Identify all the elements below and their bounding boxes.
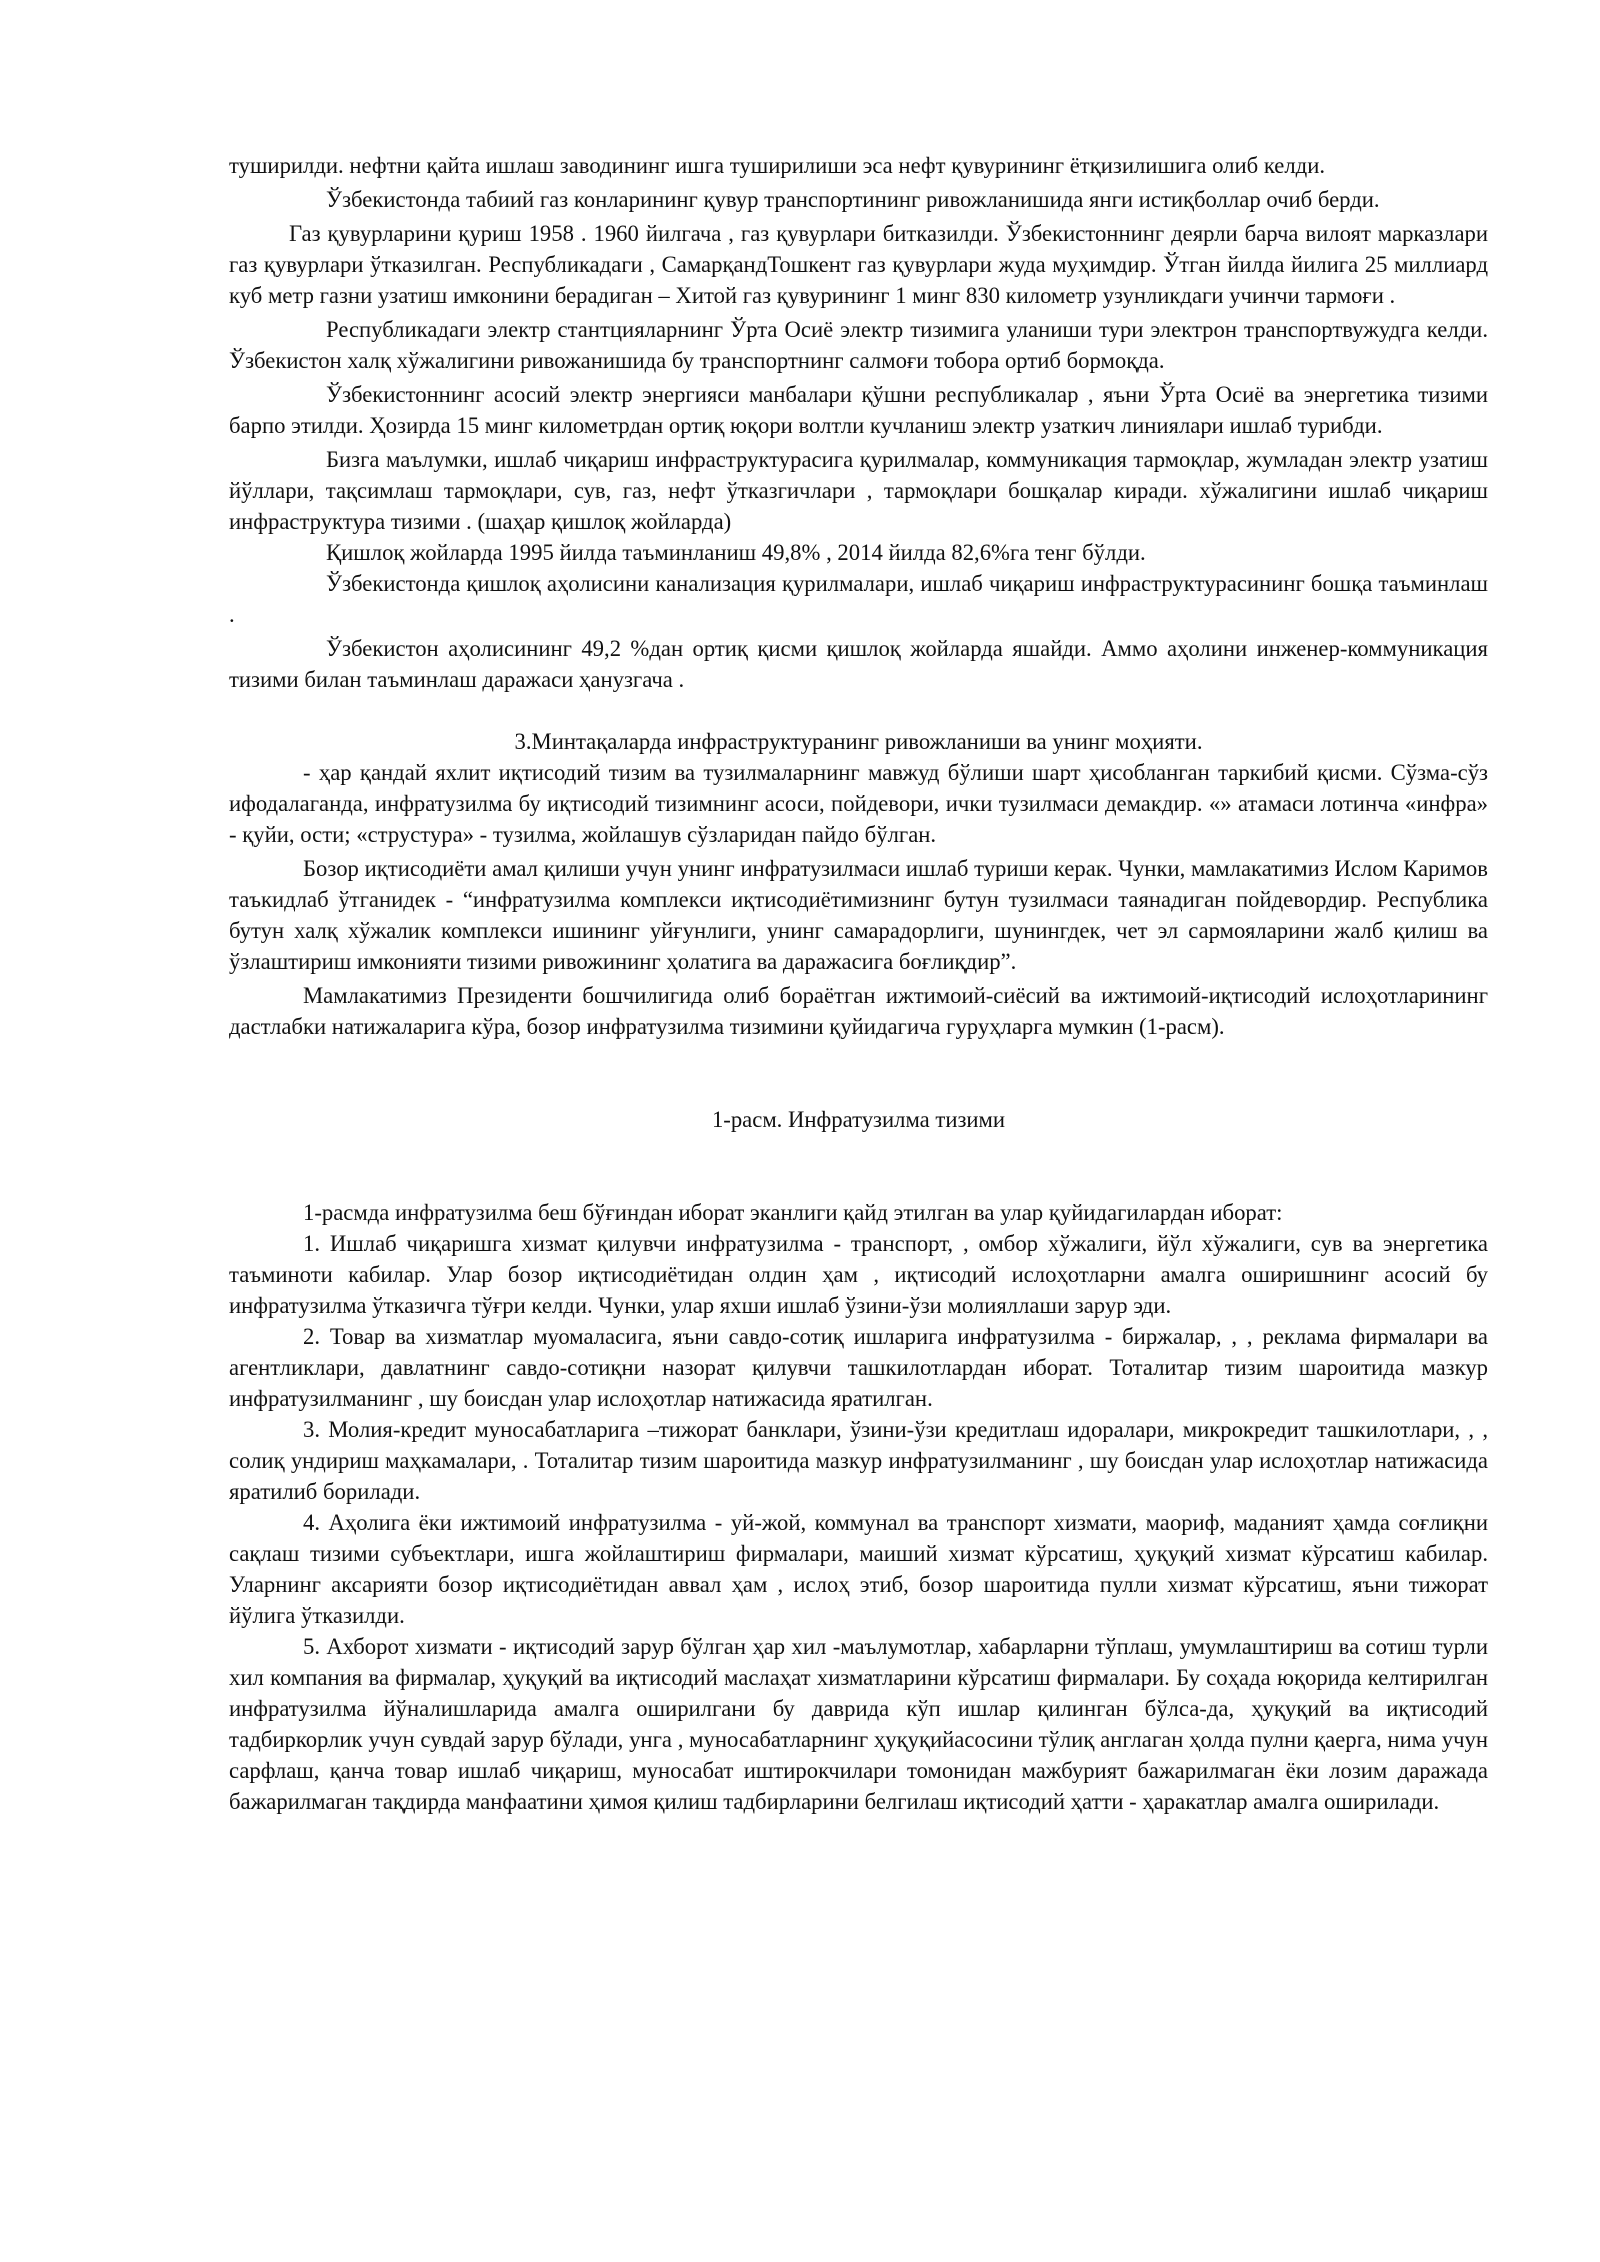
paragraph-8: Ўзбекистонда қишлоқ аҳолисини канализация қурилмалари, ишлаб чиқариш инфраструктурасининг бошқа таъминлаш .: [229, 571, 1488, 627]
section-heading: 3.Минтақаларда инфраструктуранинг ривожланиши ва унинг моҳияти.: [514, 729, 1203, 754]
list-item-1: 1. Ишлаб чиқаришга хизмат қилувчи инфратузилма - транспорт, , омбор хўжалиги, йўл хўжалиги, сув ва энергетика таъминоти кабилар. Улар бозор иқтисодиётидан олдин ҳам , иқтисодий ислоҳотларни амалга оширишнинг асосий бу инфратузилма ўтказичга тўғри келди. Чунки, улар яхши ишлаб ўзини-ўзи молияллаши зарур эди.: [229, 1231, 1488, 1318]
list-item-4: 4. Аҳолига ёки ижтимоий инфратузилма - уй-жой, коммунал ва транспорт хизмати, маориф, маданият ҳамда соғлиқни сақлаш тизими субъектлари, ишга жойлаштириш фирмалари, маиший хизмат кўрсатиш, ҳуқуқий хизмат кўрсатиш кабилар. Уларнинг аксарияти бозор иқтисодиётидан аввал ҳам , ислоҳ этиб, бозор шароитида пулли хизмат кўрсатиш, яъни тижорат йўлига ўтказилди.: [229, 1510, 1488, 1628]
figure-caption: 1-расм. Инфратузилма тизими: [711, 1107, 1006, 1132]
list-item-2: 2. Товар ва хизматлар муомаласига, яъни савдо-сотиқ ишларига инфратузилма - биржалар, , , реклама фирмалари ва агентликлари, давлатнинг савдо-сотиқни назорат қилувчи ташкилотлардан иборат. Тоталитар тизим шароитида мазкур инфратузилманинг , шу боисдан улар ислоҳотлар натижасида яратилган.: [229, 1324, 1488, 1411]
paragraph-4: Республикадаги электр стантцияларнинг Ўрта Осиё электр тизимига уланиши тури электрон транспортвужудга келди. Ўзбекистон халқ хўжалигини ривожанишида бу транспортнинг салмоғи тобора ортиб бормоқда.: [229, 317, 1488, 373]
paragraph-11: Бозор иқтисодиёти амал қилиши учун унинг инфратузилмаси ишлаб туриши керак. Чунки, мамлакатимиз Ислом Каримов таъкидлаб ўтганидек - “инфратузилма комплекси иқтисодиётимизнинг бутун тузилмаси таянадиган пойдевордир. Республика бутун халқ хўжалик комплекси ишининг уйғунлиги, унинг самарадорлиги, шунингдек, чет эл сармояларини жалб қилиш ва ўзлаштириш имконияти тизими ривожининг ҳолатига ва даражасига боғлиқдир”.: [229, 856, 1488, 974]
list-item-5: 5. Ахборот хизмати - иқтисодий зарур бўлган ҳар хил -маълумотлар, хабарларни тўплаш, умумлаштириш ва сотиш турли хил компания ва фирмалар, ҳуқуқий ва иқтисодий маслаҳат хизматларини кўрсатиш фирмалари. Бу соҳада юқорида келтирилган инфратузилма йўналишларида амалга оширилгани бу даврида кўп ишлар қилинган бўлса-да, ҳуқуқий ва иқтисодий тадбиркорлик учун сувдай зарур бўлади, унга , муносабатларнинг ҳуқуқийасосини тўлиқ англаган ҳолда пулни қаерга, нима учун сарфлаш, қанча товар ишлаб чиқариш, муносабат иштирокчилари томонидан мажбурият бажарилмаган ёки лозим даражада бажарилмаган тақдирда манфаатини ҳимоя қилиш тадбирларини белгилаш иқтисодий ҳатти - ҳаракатлар амалга оширилади.: [229, 1634, 1488, 1814]
paragraph-5: Ўзбекистоннинг асосий электр энергияси манбалари қўшни республикалар , яъни Ўрта Осиё ва энергетика тизими барпо этилди. Ҳозирда 15 минг километрдан ортиқ юқори волтли кучланиш электр узаткич линиялари ишлаб турибди.: [229, 382, 1488, 438]
paragraph-12: Мамлакатимиз Президенти бошчилигида олиб бораётган ижтимоий-сиёсий ва ижтимоий-иқтисодий ислоҳотларининг дастлабки натижаларига кўра, бозор инфратузилма тизимини қуйидагича гуруҳларга мумкин (1-расм).: [229, 983, 1488, 1039]
paragraph-1: туширилди. нефтни қайта ишлаш заводининг ишга туширилиши эса нефт қувурининг ётқизилишига олиб келди.: [229, 153, 1326, 178]
paragraph-10: - ҳар қандай яхлит иқтисодий тизим ва тузилмаларнинг мавжуд бўлиши шарт ҳисобланган таркибий қисми. Сўзма-сўз ифодалаганда, инфратузилма бу иқтисодий тизимнинг асоси, пойдевори, ички тузилмаси демакдир. «» атамаси лотинча «инфра» - қуйи, ости; «струстура» - тузилма, жойлашув сўзларидан пайдо бўлган.: [229, 760, 1488, 847]
paragraph-7: Қишлоқ жойларда 1995 йилда таъминланиш 49,8% , 2014 йилда 82,6%га тенг бўлди.: [326, 540, 1146, 565]
paragraph-13: 1-расмда инфратузилма беш бўғиндан иборат эканлиги қайд этилган ва улар қуйидагилардан иборат:: [303, 1200, 1283, 1225]
paragraph-2: Ўзбекистонда табиий газ конларининг қувур транспортининг ривожланишида янги истиқболлар очиб берди.: [326, 187, 1380, 212]
paragraph-3: Газ қувурларини қуриш 1958 . 1960 йилгача , газ қувурлари битказилди. Ўзбекистоннинг деярли барча вилоят марказлари газ қувурлари ўтказилган. Республикадаги , СамарқандТошкент газ қувурлари жуда муҳимдир. Ўтган йилда йилига 25 миллиард куб метр газни узатиш имконини берадиган – Хитой газ қувурининг 1 минг 830 километр узунликдаги учинчи тармоғи .: [229, 221, 1488, 308]
paragraph-6: Бизга маълумки, ишлаб чиқариш инфраструктурасига қурилмалар, коммуникация тармоқлар, жумладан электр узатиш йўллари, тақсимлаш тармоқлари, сув, газ, нефт ўтказгичлари , тармоқлари бошқалар киради. хўжалигини ишлаб чиқариш инфраструктура тизими . (шаҳар қишлоқ жойларда): [229, 447, 1488, 534]
paragraph-9: Ўзбекистон аҳолисининг 49,2 %дан ортиқ қисми қишлоқ жойларда яшайди. Аммо аҳолини инженер-коммуникация тизими билан таъминлаш даражаси ҳанузгача .: [229, 636, 1488, 692]
list-item-3: 3. Молия-кредит муносабатларига –тижорат банклари, ўзини-ўзи кредитлаш идоралари, микрокредит ташкилотлари, , , солиқ ундириш маҳкамалари, . Тоталитар тизим шароитида мазкур инфратузилманинг , шу боисдан улар ислоҳотлар натижасида яратилиб борилади.: [229, 1417, 1488, 1504]
document-page: [229, 150, 1488, 1817]
